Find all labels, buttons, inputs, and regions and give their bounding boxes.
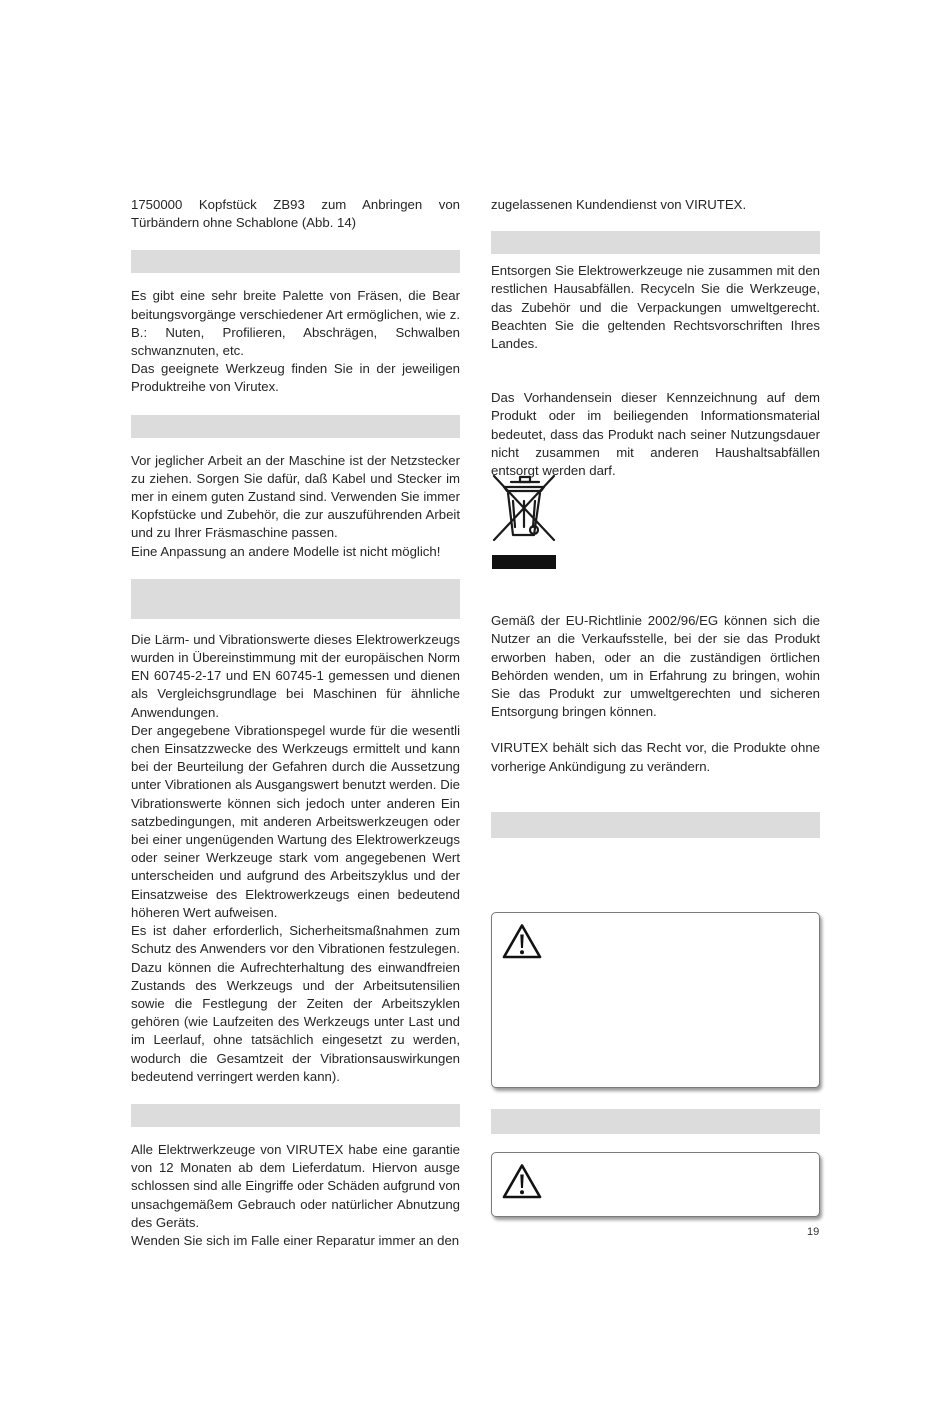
accessory-item: 1750000 Kopfstück ZB93 zum Anbringen von Türbändern ohne Schablone (Abb. 14) xyxy=(131,197,460,231)
weee-paragraph: Das Vorhandensein dieser Kennzeichnung auf dem Produkt oder im beiliegenden Informationsmaterial bedeutet, dass das Produkt nach seiner Nutzungsdauer nicht zusammen mit anderen Haushaltsabfällen entsorgt werden darf. xyxy=(491,390,820,479)
tools-paragraph-2: Das geeignete Werkzeug finden Sie in der jeweiligen Produktreihe von Virutex. xyxy=(131,361,460,395)
noise-paragraph-3: Es ist daher erforderlich, Sicherheitsmaßnahmen zum Schutz des Anwenders vor den Vibrationen festzulegen. Dazu können die Aufrechterhaltung des einwandfreien Zustands des Werkzeugs und der Arbeitsutensilien sowie die Festlegung der Zeiten der Arbeitszyklen gehören (wie Laufzeiten des Werkzeugs unter Last und im Leerlauf, ohne tatsächlich eingesetzt zu werden, wodurch die Gesamtzeit der Vibrationsauswirkungen bedeutend verringert werden kann). xyxy=(131,923,460,1084)
warning-box-2 xyxy=(491,1152,820,1217)
heading-bar-tools xyxy=(131,250,460,273)
heading-bar-disposal xyxy=(491,231,820,254)
eu-directive-paragraph: Gemäß der EU-Richtlinie 2002/96/EG können sich die Nutzer an die Verkaufsstelle, bei der sie das Produkt erworben haben, oder an die zuständigen örtlichen Behörden wenden, um in Erfahrung zu bringen, wohin Sie das Produkt zur umweltgerechten und sicheren Entsorgung bringen können. xyxy=(491,613,820,720)
rights-paragraph: VIRUTEX behält sich das Recht vor, die Produkte ohne vorherige Ankündigung zu verändern. xyxy=(491,740,820,774)
noise-paragraph-2: Der angegebene Vibrationspegel wurde für die wesentli chen Einsatzzwecke des Werkzeugs ermittelt und kann bei der Beurteilung der Gefahren durch die Aussetzung unter Vibrationen als Ausgangswert benutzt werden. Die Vibrationswerte können sich jedoch unter anderen Ein satzbedingungen, mit anderen Arbeitswerkzeugen oder bei einer ungenügenden Wartung des Elektrowerkzeugs oder seiner Werkzeuge stark vom angegebenen Wert unterscheiden und aufgrund des Arbeitszyklus und der Einsatzweise des Elektrowerkzeugs einen bedeutend höheren Wert aufweisen. xyxy=(131,722,460,920)
warning-triangle-icon xyxy=(502,1163,542,1199)
maintenance-paragraph-2: Eine Anpassung an andere Modelle ist nicht möglich! xyxy=(131,543,441,559)
disposal-paragraph: Entsorgen Sie Elektrowerkzeuge nie zusammen mit den restlichen Hausabfällen. Recyceln Sie die Werkzeuge, das Zubehör und die Verpackungen umweltgerecht. Beachten Sie die geltenden Rechtsvorschriften Ihres Landes. xyxy=(491,263,820,352)
warranty-continued: zugelassenen Kundendienst von VIRUTEX. xyxy=(491,197,747,212)
page-number: 19 xyxy=(807,1226,820,1238)
maintenance-paragraph: Vor jeglicher Arbeit an der Maschine ist der Netzstecker zu ziehen. Sorgen Sie dafür, daß Kabel und Stecker im mer in einem guten Zustand sind. Verwenden Sie immer Kopfstücke und Zubehör, die zur auszuführenden Arbeit und zu Ihrer Fräsmaschine passen. xyxy=(131,452,460,541)
tools-paragraph: Es gibt eine sehr breite Palette von Fräsen, die Bear beitungsvorgänge verschiedener Art ermöglichen, wie z. B.: Nuten, Profilieren, Abschrägen, Schwalben schwanznuten, etc. xyxy=(131,288,460,359)
warranty-paragraph-2: Wenden Sie sich im Falle einer Reparatur immer an den xyxy=(131,1232,460,1248)
left-column xyxy=(131,196,460,1250)
warning-box xyxy=(491,912,820,1088)
heading-bar-blank xyxy=(491,812,820,838)
noise-paragraph: Die Lärm- und Vibrationswerte dieses Elektrowerkzeugs wurden in Übereinstimmung mit der europäischen Norm EN 60745-2-17 und EN 60745-1 gemessen und dienen als Vergleichsgrundlage bei Maschinen für ähnliche Anwendungen. xyxy=(131,631,460,720)
warranty-paragraph: Alle Elektrwerkzeuge von VIRUTEX habe eine garantie von 12 Monaten ab dem Lieferdatum. Hiervon ausge schlossen sind alle Eingriffe oder Schäden aufgrund von unsachgemäßem Gebrauch oder natürlicher Abnutzung des Geräts. xyxy=(131,1141,460,1230)
heading-bar-warranty xyxy=(131,1104,460,1127)
heading-bar-noise xyxy=(131,579,460,619)
heading-bar-bottom xyxy=(491,1109,820,1134)
crossed-out-wheelie-bin-icon xyxy=(491,472,557,570)
heading-bar-maintenance xyxy=(131,415,460,438)
warning-triangle-icon xyxy=(502,923,542,959)
